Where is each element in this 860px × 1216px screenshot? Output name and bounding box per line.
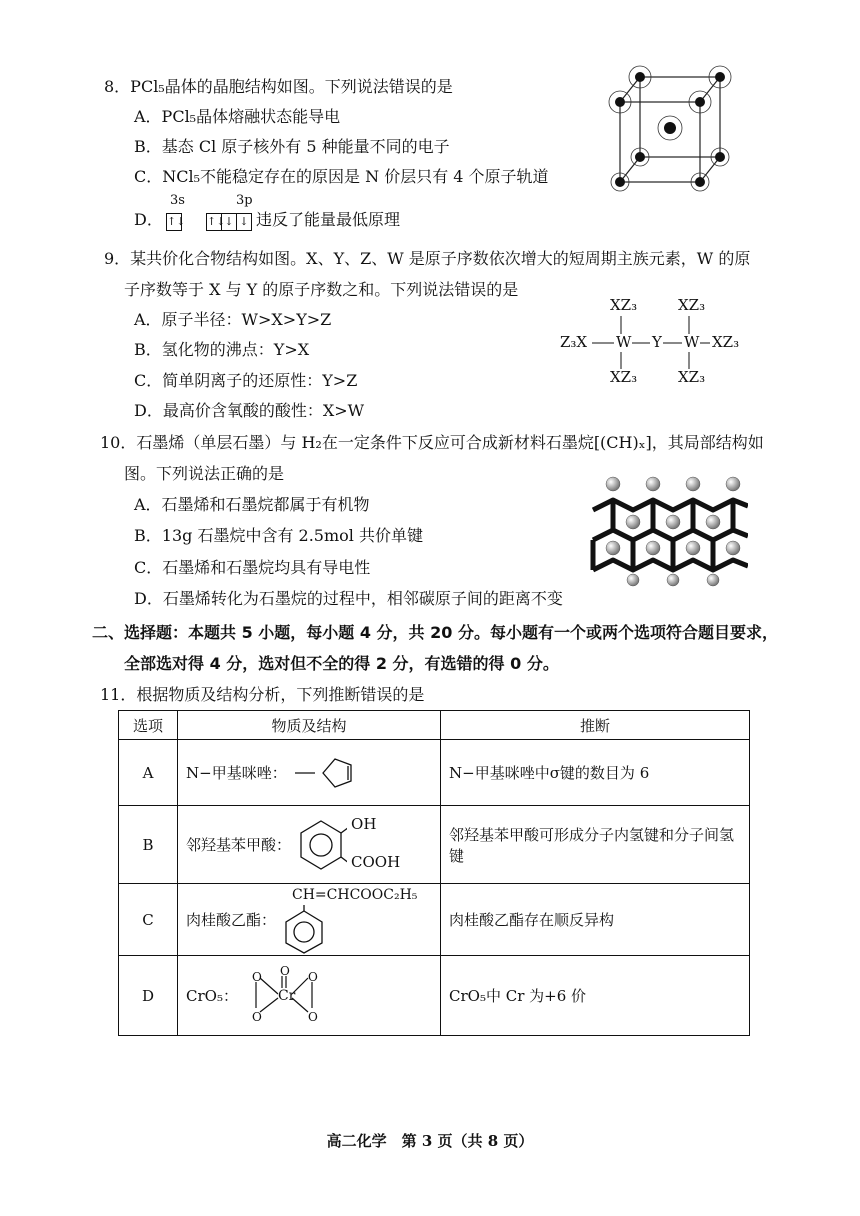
orbital-3s-label: 3s (170, 193, 185, 208)
table-row (119, 740, 750, 806)
atom-o: O (251, 969, 262, 984)
header-option: 选项 (119, 711, 178, 740)
table-row (119, 884, 750, 956)
section2-instructions: 全部选对得 4 分，选对但不全的得 2 分，有选错的得 0 分。 (124, 654, 559, 673)
row-substance (178, 740, 441, 806)
substance-name: CrO₅： (186, 987, 238, 1005)
q9-option-a: A．原子半径：W>X>Y>Z (134, 310, 332, 329)
orbital-box: ↓ (221, 213, 236, 231)
header-substance: 物质及结构 (178, 711, 441, 740)
q8-d-text: 违反了能量最低原理 (256, 210, 401, 229)
header-inference: 推断 (441, 711, 750, 740)
q10-stem-line2: 图。下列说法正确的是 (124, 464, 285, 483)
q10-option-d: D．石墨烯转化为石墨烷的过程中，相邻碳原子间的距离不变 (134, 589, 563, 608)
q9-stem-line1: 9．某共价化合物结构如图。X、Y、Z、W 是原子序数依次增大的短周期主族元素，W 的原 (104, 249, 751, 268)
table-row (119, 806, 750, 884)
q10-option-b: B．13g 石墨烷中含有 2.5mol 共价单键 (134, 526, 423, 545)
q9-struct-bottom-left: XZ₃ (610, 368, 638, 386)
q9-struct-w2: W (684, 333, 700, 351)
page-footer: 高二化学 第 3 页（共 8 页） (326, 1132, 534, 1150)
substituent-oh: OH (351, 814, 377, 833)
q10-option-a: A．石墨烯和石墨烷都属于有机物 (134, 495, 370, 514)
q8-option-c: C．NCl₅不能稳定存在的原因是 N 价层只有 4 个原子轨道 (134, 167, 549, 186)
table-row (119, 956, 750, 1036)
row-option: A (119, 740, 178, 806)
ethyl-cinnamate-structure (282, 887, 432, 953)
row-option: D (119, 956, 178, 1036)
substance-name: N−甲基咪唑： (186, 764, 287, 782)
q11-stem: 11．根据物质及结构分析，下列推断错误的是 (100, 685, 425, 704)
orbital-3p-boxes (206, 213, 252, 231)
q9-option-c: C．简单阴离子的还原性：Y>Z (134, 371, 358, 390)
row-inference: 邻羟基苯甲酸可形成分子内氢键和分子间氢键 (441, 806, 750, 884)
cro5-structure (244, 964, 334, 1028)
table-header-row (119, 711, 750, 740)
salicylic-acid-structure (297, 815, 407, 875)
row-inference: 肉桂酸乙酯存在顺反异构 (441, 884, 750, 956)
q8-stem: 8．PCl₅晶体的晶胞结构如图。下列说法错误的是 (104, 77, 453, 96)
q9-option-b: B．氢化物的沸点：Y>X (134, 340, 310, 359)
section2-heading: 二、选择题：本题共 5 小题，每小题 4 分，共 20 分。每小题有一个或两个选项符合题目要求， (92, 623, 778, 642)
q9-bond-lines (560, 296, 750, 390)
q9-struct-right: XZ₃ (712, 333, 740, 351)
methylimidazole-structure-icon (293, 751, 363, 795)
atom-o: O (307, 969, 318, 984)
q8-option-b: B．基态 Cl 原子核外有 5 种能量不同的电子 (134, 137, 450, 156)
q9-stem-line2: 子序数等于 X 与 Y 的原子序数之和。下列说法错误的是 (124, 280, 519, 299)
substituent-chain: CH=CHCOOC₂H₅ (292, 886, 418, 903)
q9-option-d: D．最高价含氧酸的酸性：X>W (134, 401, 365, 420)
substituent-cooh: COOH (351, 852, 401, 871)
benzene-ring-icon (297, 817, 347, 873)
orbital-3s-boxes (166, 213, 186, 231)
q9-struct-bottom-right: XZ₃ (678, 368, 706, 386)
row-option: B (119, 806, 178, 884)
row-option: C (119, 884, 178, 956)
orbital-3p-label: 3p (236, 193, 253, 208)
substance-name: 肉桂酸乙酯： (186, 911, 277, 929)
orbital-box: ↑↓ (206, 213, 221, 231)
atom-o: O (251, 1009, 262, 1024)
q9-structure (560, 296, 750, 390)
orbital-box: ↑↓ (166, 213, 181, 231)
atom-o: O (307, 1009, 318, 1024)
q8-option-d (134, 193, 464, 233)
substance-name: 邻羟基苯甲酸： (186, 836, 292, 854)
pcl5-unit-cell-figure (600, 62, 742, 192)
benzene-ring-icon (282, 905, 328, 955)
q8-d-label: D． (134, 210, 163, 229)
q10-stem-line1: 10．石墨烯（单层石墨）与 H₂在一定条件下反应可合成新材料石墨烷[(CH)ₓ]，其局部结构如 (100, 433, 764, 452)
q11-table (118, 710, 750, 1036)
q9-struct-top-left: XZ₃ (610, 296, 638, 314)
q9-struct-top-right: XZ₃ (678, 296, 706, 314)
row-inference: N−甲基咪唑中σ键的数目为 6 (441, 740, 750, 806)
q9-struct-y: Y (652, 333, 662, 351)
q10-option-c: C．石墨烯和石墨烷均具有导电性 (134, 558, 371, 577)
row-substance (178, 806, 441, 884)
graphane-structure-figure (588, 470, 748, 588)
row-substance (178, 884, 441, 956)
row-inference: CrO₅中 Cr 为+6 价 (441, 956, 750, 1036)
q9-struct-left: Z₃X (560, 333, 588, 351)
q8-option-a: A．PCl₅晶体熔融状态能导电 (134, 107, 341, 126)
atom-o: O (279, 963, 290, 978)
orbital-box: ↓ (236, 213, 251, 231)
row-substance (178, 956, 441, 1036)
q9-struct-w1: W (616, 333, 632, 351)
atom-cr: Cr (277, 987, 296, 1004)
